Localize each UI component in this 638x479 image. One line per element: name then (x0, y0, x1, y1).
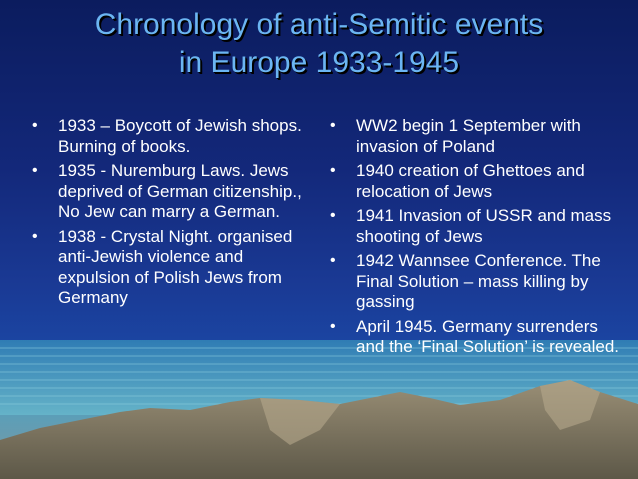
left-column (32, 116, 302, 313)
list-item-text: 1941 Invasion of USSR and mass shooting of Jews (356, 206, 612, 246)
list-item (330, 317, 620, 358)
list-item (330, 206, 620, 247)
list-item-text: 1938 - Crystal Night. organised anti-Jewish violence and expulsion of Polish Jews from Germany (58, 226, 293, 307)
bullet-icon: • (32, 117, 38, 134)
list-item-text: 1933 – Boycott of Jewish shops. Burning of books. (58, 116, 302, 156)
list-item-text: April 1945. Germany surrenders and the ‘Final Solution’ is revealed. (356, 316, 620, 356)
list-item-text: 1935 - Nuremburg Laws. Jews deprived of German citizenship., No Jew can marry a German. (58, 161, 302, 221)
list-item-text: 1940 creation of Ghettoes and relocation of Jews (356, 161, 585, 201)
list-item-text: WW2 begin 1 September with invasion of Poland (356, 116, 581, 156)
list-item (330, 116, 620, 157)
list-item (32, 227, 302, 309)
bullet-icon: • (330, 117, 336, 134)
bullet-icon: • (330, 162, 336, 179)
bullet-icon: • (330, 317, 336, 335)
list-item (330, 251, 620, 313)
right-column (330, 116, 620, 362)
list-item (32, 116, 302, 157)
bullet-icon: • (32, 162, 38, 179)
left-bullet-list (32, 116, 302, 309)
bullet-icon: • (32, 227, 38, 245)
list-item (330, 161, 620, 202)
bullet-icon: • (330, 252, 336, 269)
list-item-text: 1942 Wannsee Conference. The Final Solution – mass killing by gassing (356, 251, 601, 311)
title-line-1: Chronology of anti-Semitic events (94, 8, 544, 41)
slide-title (0, 6, 638, 82)
list-item (32, 161, 302, 223)
title-line-2: in Europe 1933-1945 (178, 46, 460, 79)
right-bullet-list (330, 116, 620, 358)
bullet-icon: • (330, 207, 336, 224)
